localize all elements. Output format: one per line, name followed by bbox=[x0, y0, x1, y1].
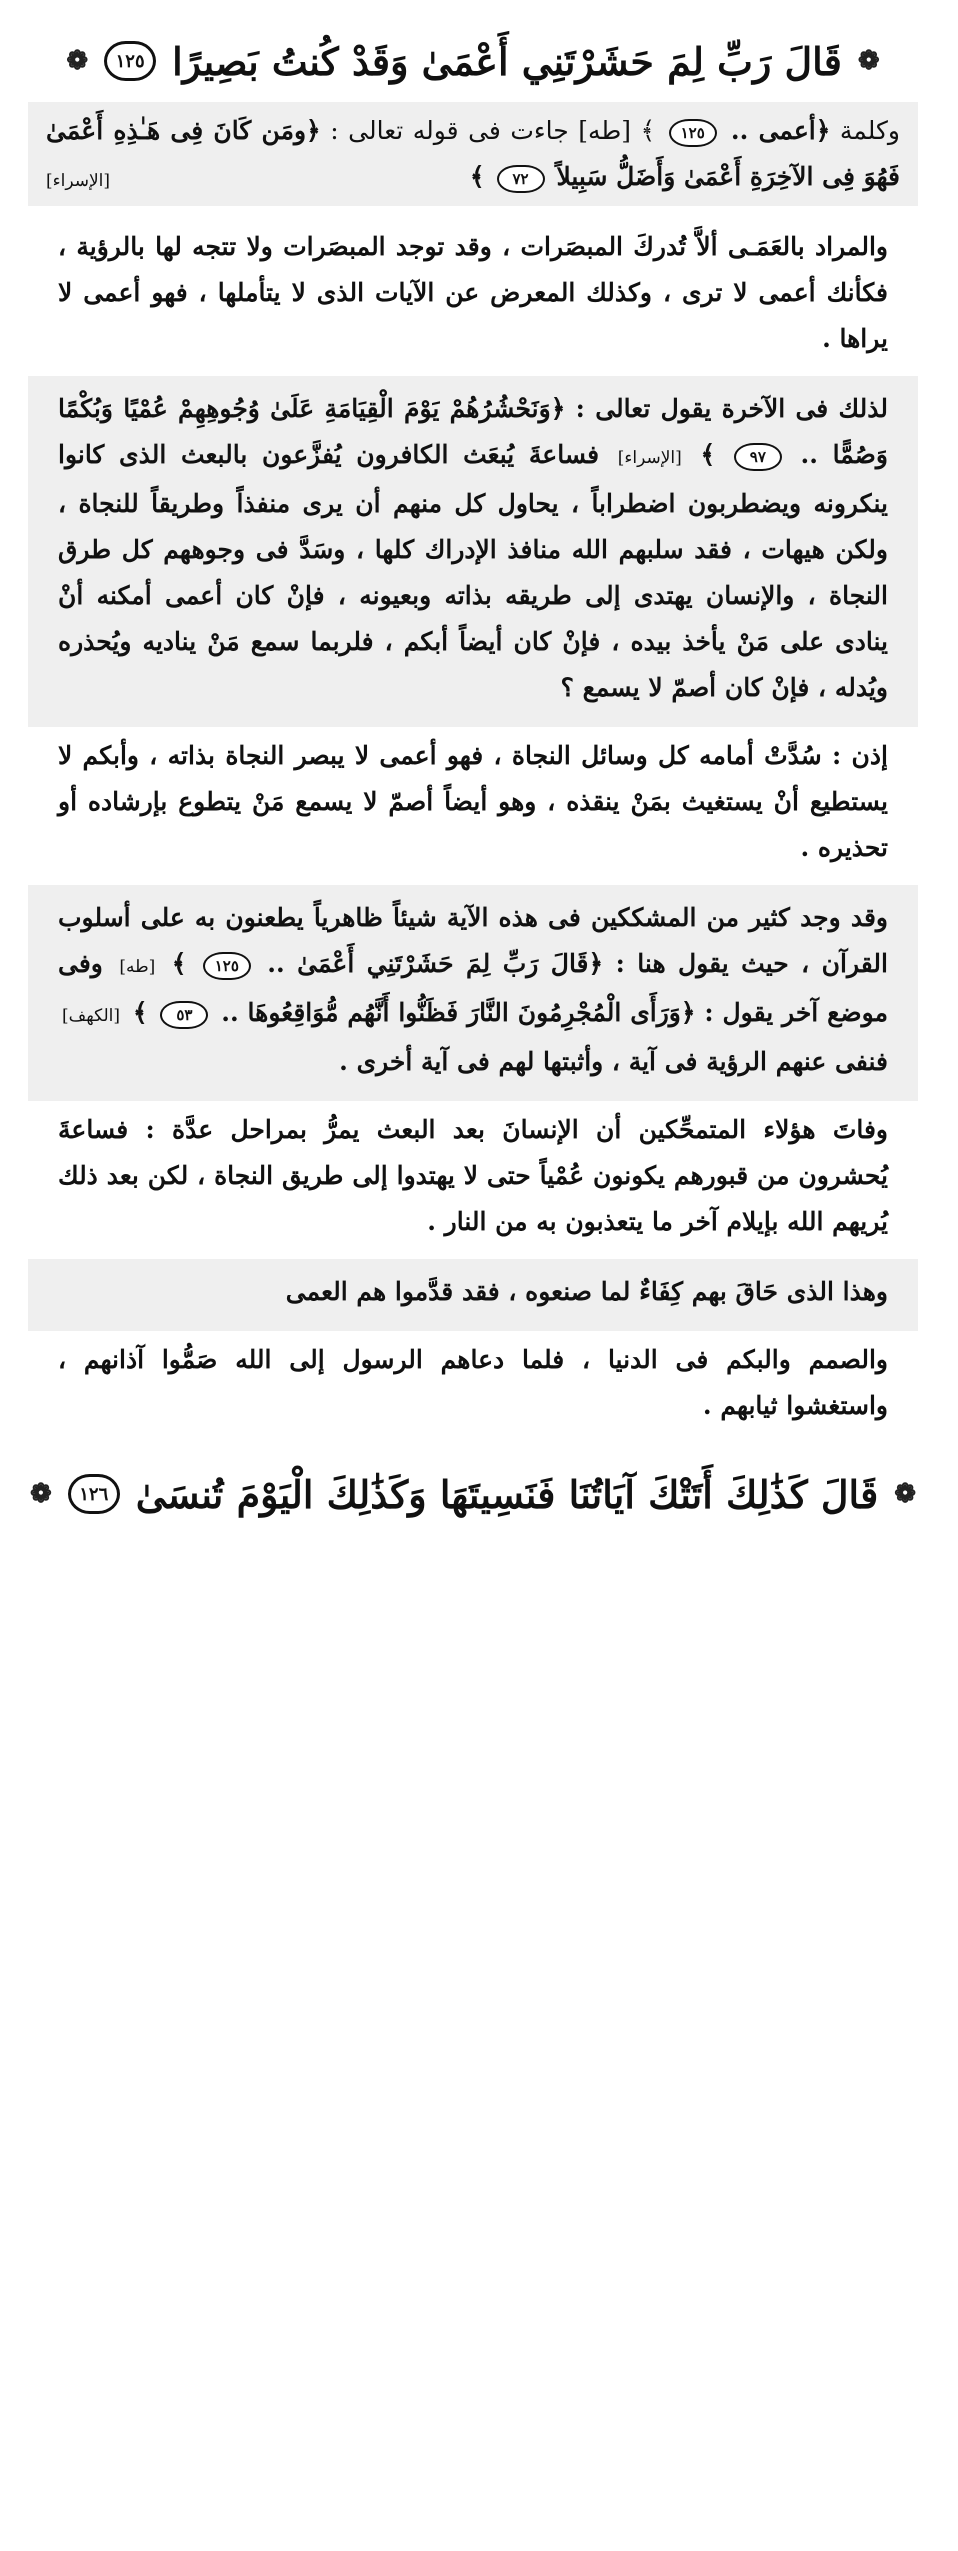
paragraph-2-quote-close: ﴾ bbox=[700, 440, 716, 469]
paragraph-4-source-1: [طه] bbox=[119, 957, 156, 977]
intro-verse-ref: ١٢٥ bbox=[669, 119, 717, 147]
paragraph-2-rest: فساعةَ يُبعَث الكافرون يُفزَّعون بالبعث الذى كانوا ينكرونه ويضطربون اضطراباً ، يحاول كل منهم أن يرى منفذاً وطريقاً للنجاة ، ولكن هيهات ، فقد سلبهم الله منافذ الإدراك كلها ، وسَدَّ فى وجوههم كل طرق النجاة ، والإنسان يهتدى إلى طريقه بذاته وبعيونه ، فإنْ كان أعمى أمكنه أنْ ينادى على مَنْ يأخذ بيده ، فإنْ كان أيضاً أبكم ، فلربما سمع مَنْ يناديه ويُحذره ويُدله ، فإنْ كان أصمّ لا يسمع ؟ bbox=[58, 440, 888, 702]
ornament-right-icon: ❁ bbox=[857, 46, 880, 76]
intro-quote-close: ﴾ bbox=[469, 162, 485, 191]
paragraph-2-lead: لذلك فى الآخرة يقول تعالى : bbox=[575, 394, 888, 423]
paragraph-4-quote-1-number: ١٢٥ bbox=[203, 952, 251, 980]
paragraph-4-quote-2-close: ﴾ bbox=[132, 998, 148, 1027]
paragraph-2-quote: ﴿وَنَحْشُرُهُمْ يَوْمَ الْقِيَامَةِ عَلَىٰ وُجُوهِهِمْ عُمْيًا وَبُكْمًا وَصُمًّا .. bbox=[58, 394, 888, 469]
paragraph-4-quote-2: ﴿وَرَأَى الْمُجْرِمُونَ النَّارَ فَظَنُّوا أَنَّهُم مُّوَاقِعُوهَا .. bbox=[221, 998, 696, 1027]
verse-text: قَالَ كَذَٰلِكَ أَتَتْكَ آيَاتُنَا فَنَسِيتَهَا وَكَذَٰلِكَ الْيَوْمَ تُنسَىٰ bbox=[135, 1471, 879, 1517]
verse-number: ١٢٦ bbox=[68, 1474, 120, 1514]
paragraph-4-quote-1: ﴿قَالَ رَبِّ لِمَ حَشَرْتَنِي أَعْمَىٰ .. bbox=[267, 949, 604, 978]
verse-banner-top bbox=[28, 28, 918, 94]
ornament-left-icon: ❁ bbox=[29, 1479, 52, 1509]
intro-quote: ﴿ومَن كَانَ فِى هَـٰذِهِ أَعْمَىٰ فَهُوَ فِى الآخِرَةِ أَعْمَىٰ وَأَضَلُّ سَبِيلاً bbox=[46, 116, 900, 191]
paragraph-2-source: [الإسراء] bbox=[617, 448, 682, 468]
paragraph-4-source-2: [الكهف] bbox=[62, 1006, 120, 1026]
intro-source: [الإسراء] bbox=[46, 171, 111, 191]
ornament-left-icon: ❁ bbox=[66, 46, 89, 76]
verse-banner-bottom bbox=[28, 1461, 918, 1527]
paragraph-4-quote-2-number: ٥٣ bbox=[160, 1001, 208, 1029]
paragraph-4-quote-1-close: ﴾ bbox=[171, 949, 187, 978]
intro-lead: وكلمة bbox=[839, 116, 900, 145]
intro-quote-number: ٧٢ bbox=[497, 165, 545, 193]
intro-box bbox=[28, 102, 918, 206]
paragraph-4-mid: وفى موضع آخر يقول : bbox=[58, 949, 888, 1027]
paragraph-5: وفاتَ هؤلاء المتمحِّكين أن الإنسانَ بعد البعث يمرُّ بمراحل عدَّة : فساعةَ يُحشرون من قبورهم يكونون عُمْياً حتى لا يهتدوا إلى طريق النجاة ، لكن بعد ذلك يُريهم الله بإيلام آخر ما يتعذبون به من النار . bbox=[58, 1115, 888, 1236]
paragraph-3: إذن : سُدَّتْ أمامه كل وسائل النجاة ، فهو أعمى لا يبصر النجاة بذاته ، وأبكم لا يستطيع أنْ يستغيث بمَنْ ينقذه ، وهو أيضاً أصمّ لا يسمع مَنْ يتطوع بإرشاده أو تحذيره . bbox=[58, 741, 888, 862]
paragraph-7: والصمم والبكم فى الدنيا ، فلما دعاهم الرسول إلى الله صَمُّوا آذانهم ، واستغشوا ثيابهم . bbox=[58, 1345, 888, 1420]
paragraph-4-lead: وقد وجد كثير من المشككين فى هذه الآية شيئاً ظاهرياً يطعنون به على أسلوب القرآن ، حيث يقول هنا : bbox=[58, 903, 888, 978]
intro-after-ref: ﴾ [طه] جاءت فى قوله تعالى : bbox=[330, 116, 656, 145]
paragraph-6: وهذا الذى حَاقَ بهم كِفَاءٌ لما صنعوه ، فقد قدَّموا هم العمى bbox=[28, 1259, 918, 1331]
verse-text: قَالَ رَبِّ لِمَ حَشَرْتَنِي أَعْمَىٰ وَقَدْ كُنتُ بَصِيرًا bbox=[172, 38, 842, 84]
ornament-right-icon: ❁ bbox=[894, 1479, 917, 1509]
paragraph-2-quote-number: ٩٧ bbox=[734, 443, 782, 471]
verse-number: ١٢٥ bbox=[104, 41, 156, 81]
blank-area bbox=[0, 1716, 958, 2551]
intro-word: ﴿أعمى .. bbox=[720, 116, 831, 145]
paragraph-4 bbox=[28, 885, 918, 1101]
paragraph-4-rest: فنفى عنهم الرؤية فى آية ، وأثبتها لهم فى آية أخرى . bbox=[339, 1047, 888, 1076]
scanned-page bbox=[28, 28, 918, 1708]
paragraph-2 bbox=[28, 376, 918, 727]
paragraph-1: والمراد بالعَمَـى ألاَّ تُدركَ المبصَرات ، وقد توجد المبصَرات ولا تتجه لها بالرؤية ، فكأنك أعمى لا ترى ، وكذلك المعرض عن الآيات الذى لا يتأملها ، فهو أعمى لا يراها . bbox=[58, 232, 888, 353]
